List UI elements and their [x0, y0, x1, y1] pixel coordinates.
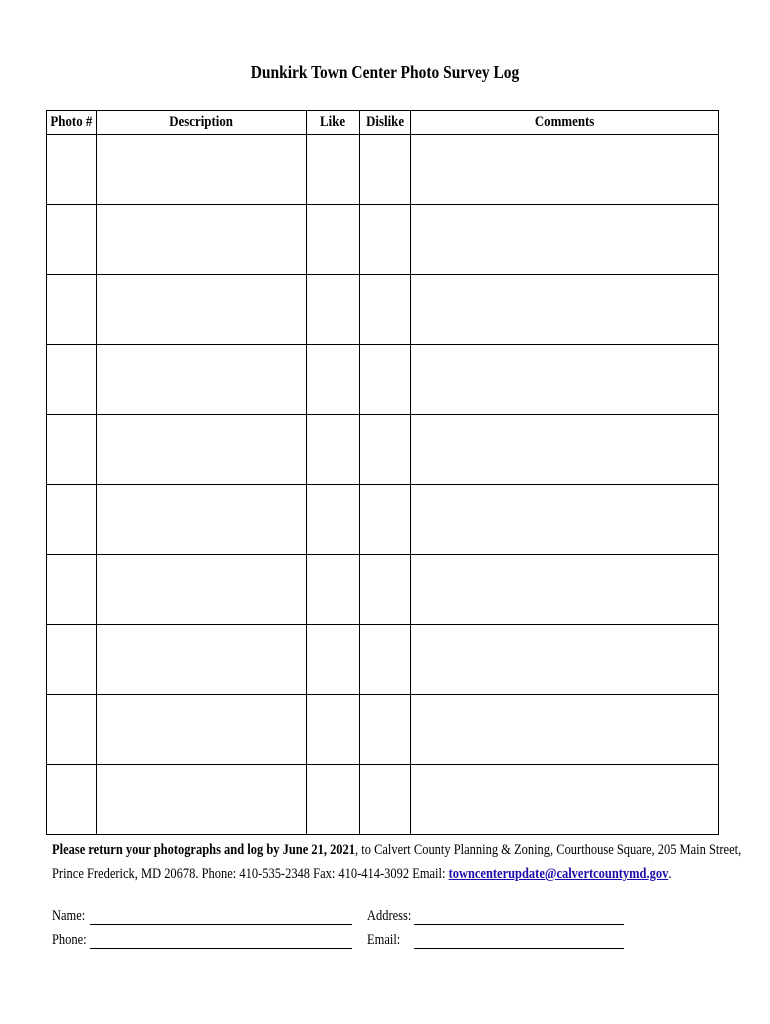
- dislike-cell[interactable]: [360, 625, 411, 695]
- return-deadline: Please return your photographs and log by June 21, 2021: [52, 842, 356, 858]
- like-cell[interactable]: [307, 555, 360, 625]
- dislike-cell[interactable]: [360, 135, 411, 205]
- table-row: [47, 415, 719, 485]
- photo-number-cell[interactable]: [47, 205, 97, 275]
- contact-info: Prince Frederick, MD 20678. Phone: 410-535-2348 Fax: 410-414-3092 Email:: [52, 866, 449, 882]
- like-cell[interactable]: [307, 135, 360, 205]
- header-description: Description: [97, 111, 307, 135]
- description-cell[interactable]: [97, 135, 307, 205]
- table-header-row: [47, 111, 719, 135]
- email-link[interactable]: towncenterupdate@calvertcountymd.gov: [448, 866, 669, 882]
- photo-number-cell[interactable]: [47, 135, 97, 205]
- photo-number-cell[interactable]: [47, 415, 97, 485]
- dislike-cell[interactable]: [360, 555, 411, 625]
- like-cell[interactable]: [307, 275, 360, 345]
- dislike-cell[interactable]: [360, 205, 411, 275]
- comments-cell[interactable]: [411, 625, 719, 695]
- header-comments: Comments: [411, 111, 719, 135]
- comments-cell[interactable]: [411, 555, 719, 625]
- description-cell[interactable]: [97, 765, 307, 835]
- comments-cell[interactable]: [411, 485, 719, 555]
- description-cell[interactable]: [97, 415, 307, 485]
- table-row: [47, 625, 719, 695]
- name-field[interactable]: [90, 924, 352, 925]
- table-row: [47, 695, 719, 765]
- photo-number-cell[interactable]: [47, 485, 97, 555]
- photo-number-cell[interactable]: [47, 695, 97, 765]
- table-row: [47, 485, 719, 555]
- comments-cell[interactable]: [411, 695, 719, 765]
- comments-cell[interactable]: [411, 205, 719, 275]
- phone-label: Phone:: [52, 932, 87, 948]
- table-row: [47, 555, 719, 625]
- description-cell[interactable]: [97, 345, 307, 415]
- description-cell[interactable]: [97, 555, 307, 625]
- comments-cell[interactable]: [411, 345, 719, 415]
- photo-number-cell[interactable]: [47, 345, 97, 415]
- description-cell[interactable]: [97, 625, 307, 695]
- like-cell[interactable]: [307, 695, 360, 765]
- description-cell[interactable]: [97, 695, 307, 765]
- instructions-line-2: Prince Frederick, MD 20678. Phone: 410-535-2348 Fax: 410-414-3092 Email: towncenterupdate@calvertcountymd.gov.: [52, 866, 672, 882]
- comments-cell[interactable]: [411, 765, 719, 835]
- like-cell[interactable]: [307, 485, 360, 555]
- dislike-cell[interactable]: [360, 485, 411, 555]
- dislike-cell[interactable]: [360, 275, 411, 345]
- description-cell[interactable]: [97, 205, 307, 275]
- like-cell[interactable]: [307, 765, 360, 835]
- dislike-cell[interactable]: [360, 345, 411, 415]
- email-label: Email:: [367, 932, 401, 948]
- table-row: [47, 205, 719, 275]
- like-cell[interactable]: [307, 415, 360, 485]
- return-address: , to Calvert County Planning & Zoning, Courthouse Square, 205 Main Street,: [355, 842, 742, 858]
- dislike-cell[interactable]: [360, 695, 411, 765]
- address-field[interactable]: [414, 924, 624, 925]
- table-row: [47, 135, 719, 205]
- photo-number-cell[interactable]: [47, 765, 97, 835]
- photo-number-cell[interactable]: [47, 625, 97, 695]
- description-cell[interactable]: [97, 275, 307, 345]
- table-row: [47, 765, 719, 835]
- header-dislike: Dislike: [360, 111, 411, 135]
- dislike-cell[interactable]: [360, 765, 411, 835]
- table-row: [47, 345, 719, 415]
- like-cell[interactable]: [307, 345, 360, 415]
- photo-number-cell[interactable]: [47, 275, 97, 345]
- name-label: Name:: [52, 908, 86, 924]
- dislike-cell[interactable]: [360, 415, 411, 485]
- page-title: Dunkirk Town Center Photo Survey Log: [250, 62, 520, 82]
- header-like: Like: [307, 111, 360, 135]
- table-row: [47, 275, 719, 345]
- photo-number-cell[interactable]: [47, 555, 97, 625]
- address-label: Address:: [367, 908, 412, 924]
- like-cell[interactable]: [307, 625, 360, 695]
- header-photo-number: Photo #: [47, 111, 97, 135]
- phone-field[interactable]: [90, 948, 352, 949]
- comments-cell[interactable]: [411, 135, 719, 205]
- return-instructions: [52, 838, 742, 886]
- comments-cell[interactable]: [411, 275, 719, 345]
- like-cell[interactable]: [307, 205, 360, 275]
- photo-survey-table: [46, 110, 719, 835]
- email-field[interactable]: [414, 948, 624, 949]
- instructions-line-1: [52, 838, 742, 862]
- table-body: [47, 135, 719, 835]
- description-cell[interactable]: [97, 485, 307, 555]
- comments-cell[interactable]: [411, 415, 719, 485]
